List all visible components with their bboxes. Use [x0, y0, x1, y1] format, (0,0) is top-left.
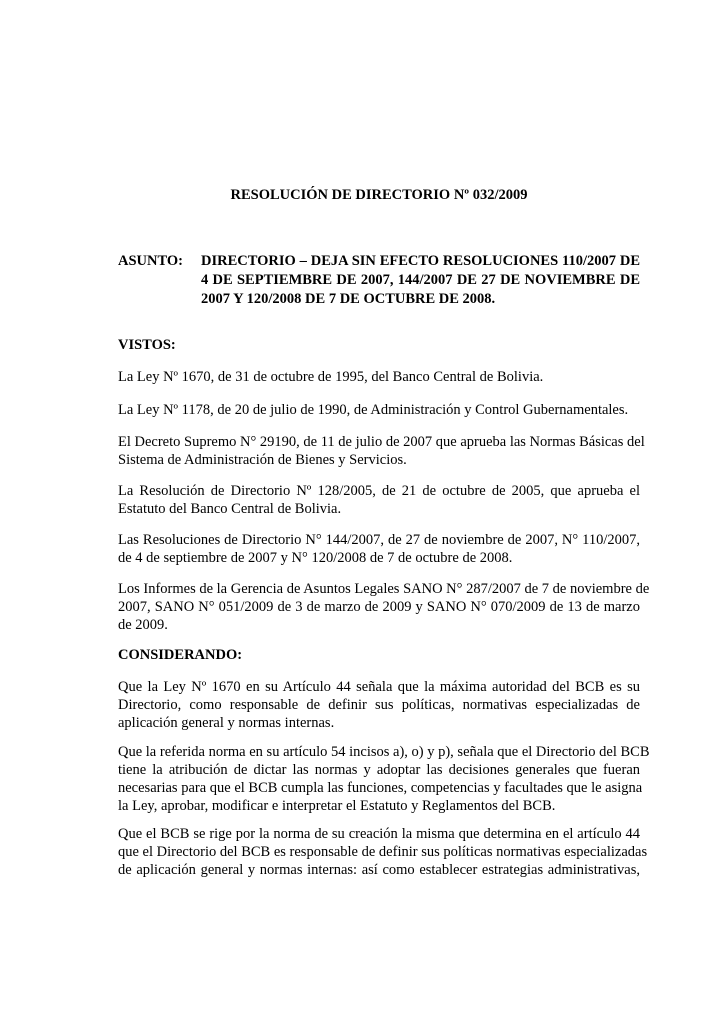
paragraph-line: aplicación general y normas internas.	[118, 715, 335, 731]
paragraph-line: 2007, SANO N° 051/2009 de 3 de marzo de 2009 y SANO N° 070/2009 de 13 de marzo	[118, 599, 640, 615]
paragraph-line: Que la referida norma en su artículo 54 incisos a), o) y p), señala que el Directorio del BCB	[118, 744, 650, 760]
paragraph-line: Estatuto del Banco Central de Bolivia.	[118, 501, 342, 517]
vistos-paragraph	[118, 368, 640, 386]
paragraph-line: El Decreto Supremo N° 29190, de 11 de julio de 2007 que aprueba las Normas Básicas del	[118, 434, 645, 450]
paragraph-line: Sistema de Administración de Bienes y Servicios.	[118, 452, 407, 468]
paragraph-line: La Ley Nº 1178, de 20 de julio de 1990, de Administración y Control Gubernamentales.	[118, 402, 629, 418]
paragraph-line: Las Resoluciones de Directorio N° 144/2007, de 27 de noviembre de 2007, N° 110/2007,	[118, 532, 640, 548]
paragraph-line: de 4 de septiembre de 2007 y N° 120/2008 de 7 de octubre de 2008.	[118, 550, 513, 566]
document-page	[118, 0, 650, 1024]
vistos-paragraph	[118, 401, 640, 419]
asunto-text	[201, 252, 640, 309]
paragraph-line: Los Informes de la Gerencia de Asuntos Legales SANO N° 287/2007 de 7 de noviembre de	[118, 581, 650, 597]
paragraph-line: necesarias para que el BCB cumpla las funciones, competencias y facultades que le asigna	[118, 780, 643, 796]
paragraph-line: Directorio, como responsable de definir sus políticas, normativas especializadas de	[118, 697, 640, 713]
considerando-paragraph	[118, 743, 650, 815]
vistos-paragraph	[118, 433, 645, 469]
vistos-paragraph	[118, 531, 640, 567]
paragraph-line: Que el BCB se rige por la norma de su creación la misma que determina en el artículo 44	[118, 826, 640, 842]
considerando-paragraph	[118, 825, 648, 879]
asunto-label: ASUNTO:	[118, 253, 183, 269]
document-title: RESOLUCIÓN DE DIRECTORIO Nº 032/2009	[230, 187, 528, 203]
considerando-heading: CONSIDERANDO:	[118, 647, 243, 663]
vistos-paragraph	[118, 482, 640, 518]
vistos-paragraph	[118, 580, 650, 634]
vistos-heading: VISTOS:	[118, 337, 176, 353]
asunto-line: 4 DE SEPTIEMBRE DE 2007, 144/2007 DE 27 DE NOVIEMBRE DE	[201, 272, 640, 288]
paragraph-line: de aplicación general y normas internas: así como establecer estrategias administrativas,	[118, 862, 640, 878]
paragraph-line: La Resolución de Directorio Nº 128/2005, de 21 de octubre de 2005, que aprueba el	[118, 483, 640, 499]
considerando-paragraph	[118, 678, 640, 732]
paragraph-line: que el Directorio del BCB es responsable de definir sus políticas normativas especializadas	[118, 844, 648, 860]
paragraph-line: de 2009.	[118, 617, 168, 633]
asunto-line: DIRECTORIO – DEJA SIN EFECTO RESOLUCIONES 110/2007 DE	[201, 253, 640, 269]
paragraph-line: tiene la atribución de dictar las normas y adoptar las decisiones generales que fueran	[118, 762, 640, 778]
paragraph-line: La Ley Nº 1670, de 31 de octubre de 1995, del Banco Central de Bolivia.	[118, 369, 544, 385]
paragraph-line: la Ley, aprobar, modificar e interpretar el Estatuto y Reglamentos del BCB.	[118, 798, 556, 814]
paragraph-line: Que la Ley Nº 1670 en su Artículo 44 señala que la máxima autoridad del BCB es su	[118, 679, 640, 695]
asunto-line: 2007 Y 120/2008 DE 7 DE OCTUBRE DE 2008.	[201, 291, 496, 307]
